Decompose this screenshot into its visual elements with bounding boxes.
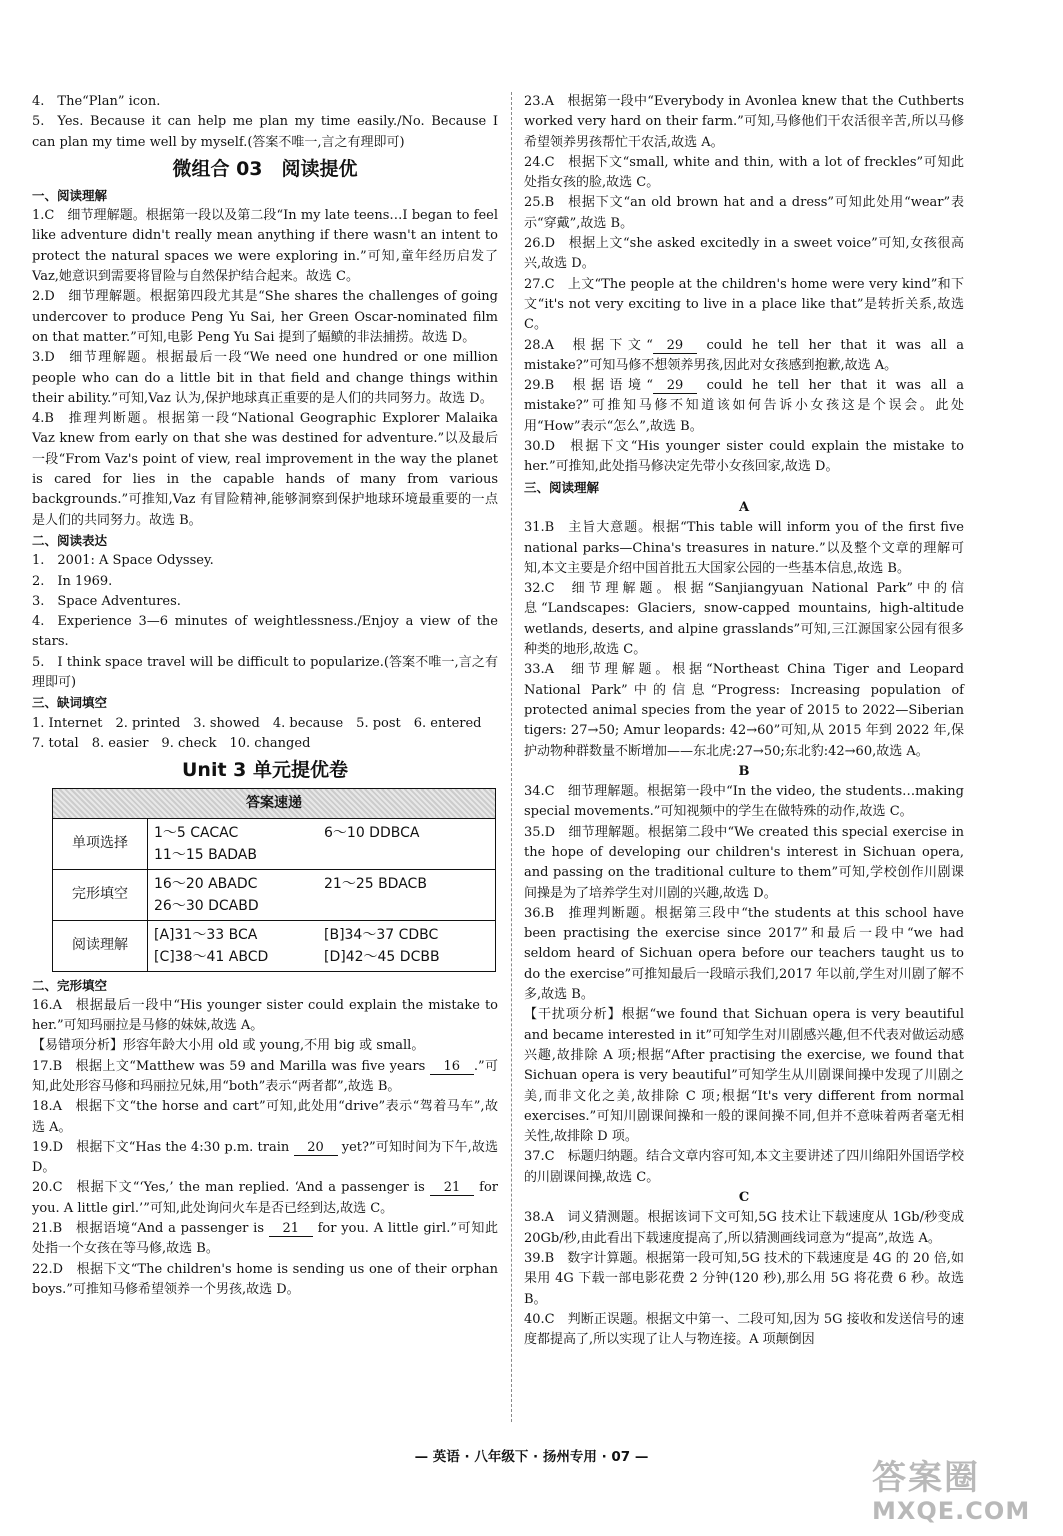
answer-item: [524, 518, 964, 579]
heading-fill: 三、缺词填空: [32, 695, 108, 711]
answer-number: 2.D: [32, 289, 55, 305]
answer-text: 根据下文“‘Yes,’ the man replied. ‘And a passenger is 21 for you. A little girl.’”可知,此处询问火车是否已经到达,故选 C。: [32, 1180, 498, 1216]
answer-item: [524, 904, 964, 1005]
answer-number: 25.B: [524, 195, 555, 211]
answer-item: [32, 287, 498, 348]
passage-label-a: A: [738, 499, 750, 515]
answer-item: [32, 1260, 498, 1301]
answer-item: [524, 336, 964, 377]
answer-item: [32, 92, 498, 112]
answer-text: 根据上文“Matthew was 59 and Marilla was five years 16 .”可知,此处形容马修和玛丽拉兄妹,用“both”表示“两者都”,故选 B。: [32, 1058, 498, 1094]
right-column: [524, 92, 964, 1350]
answer-item: [524, 234, 964, 275]
fill-line-2: 7. total 8. easier 9. check 10. changed: [32, 735, 311, 751]
table-cell: 11～15 BADAB: [154, 846, 257, 863]
answer-item: [524, 1005, 964, 1147]
answer-item: [32, 1138, 498, 1179]
answer-text: Experience 3—6 minutes of weightlessness./Enjoy a view of the stars.: [32, 614, 498, 650]
answer-item: [32, 612, 498, 653]
answer-text: In 1969.: [57, 573, 113, 589]
answer-text: 根据下文“the horse and cart”可知,此处用“drive”表示“驾着马车”,故选 A。: [32, 1099, 498, 1135]
answer-text: 根据下文“The children's home is sending us one of their orphan boys.”可推知马修希望领养一个男孩,故选 D。: [32, 1261, 498, 1297]
answer-number: 23.A: [524, 94, 555, 109]
answer-number: 27.C: [524, 276, 555, 292]
answer-number: 5.: [32, 114, 45, 130]
answer-number: 21.B: [32, 1221, 63, 1237]
section-title-2: Unit 3 单元提优卷: [182, 759, 348, 782]
table-cell: 21～25 BDACB: [324, 875, 427, 892]
answer-number: 19.D: [32, 1139, 64, 1155]
table-cell: [D]42～45 DCBB: [324, 948, 440, 965]
cloze-answers-left: [32, 996, 498, 1300]
reading-a-answers: [524, 518, 964, 762]
answer-item: [32, 653, 498, 694]
answer-table: [52, 788, 496, 971]
answer-number: 16.A: [32, 997, 63, 1013]
answer-number: 17.B: [32, 1058, 63, 1074]
table-row: [53, 920, 496, 971]
table-cell: [324, 896, 489, 916]
answer-number: 40.C: [524, 1311, 555, 1327]
table-cell: 26～30 DCABD: [154, 897, 259, 914]
watermark-url: MXQE.COM: [872, 1497, 1031, 1525]
answer-number: 18.A: [32, 1099, 63, 1115]
page-footer: — 英语 · 八年级下 · 扬州专用 · 07 —: [414, 1449, 649, 1465]
answer-text: 根据下文“ 29 could he tell her that it was all a mistake?”可知马修不想领养男孩,因此对女孩感到抱歉,故选 A。: [524, 337, 964, 373]
answer-text: The“Plan” icon.: [57, 94, 161, 109]
answer-number: 32.C: [524, 581, 555, 597]
answer-number: 1.C: [32, 208, 55, 224]
answer-number: 30.D: [524, 439, 556, 455]
answer-item: [32, 592, 498, 612]
row-label: 阅读理解: [53, 920, 148, 971]
answer-item: [32, 1036, 498, 1056]
answer-item: [524, 153, 964, 194]
row-label: 完形填空: [53, 869, 148, 920]
answer-number: 29.B: [524, 378, 555, 394]
answer-text: 推理判断题。根据第三段中“the students at this school have been practising the exercise since 2017”和最后一段中“we had seldom heard of Sichuan opera before our teachers taught us to do the exercise”可推知最后一段暗示我们,2017 年以前,学生对川剧了解不多,故选 B。: [524, 905, 964, 1003]
table-cell: [C]38～41 ABCD: [154, 948, 269, 965]
answer-item: [32, 1219, 498, 1260]
column-divider: [511, 92, 512, 1422]
answer-number: 37.C: [524, 1149, 555, 1165]
fill-line-1: 1. Internet 2. printed 3. showed 4. because 5. post 6. entered: [32, 715, 482, 731]
answer-text: 根据语境“ 29 could he tell her that it was all a mistake?”可推知马修不知道该如何告诉小女孩这是个误会。此处用“How”表示“怎么”,故选 B。: [524, 378, 964, 434]
heading-reading: 一、阅读理解: [32, 187, 108, 203]
answer-text: 推理判断题。根据第一段“National Geographic Explorer Malaika Vaz knew from early on that she was destined for adventure.”以及最后一段“From Vaz's point of view, real improvement in the way the planet is cared for lies in the capable hands of many from various backgrounds.”可推知,Vaz 有冒险精神,能够洞察到保护地球环境最重要的一点是人们的共同努力。故选 B。: [32, 411, 498, 528]
answer-item: [32, 1057, 498, 1098]
table-cell: [324, 845, 489, 865]
answer-item: [32, 996, 498, 1037]
answer-item: [32, 551, 498, 571]
answer-text: 根据上文“she asked excitedly in a sweet voice”可知,女孩很高兴,故选 D。: [524, 236, 964, 272]
answer-number: 24.C: [524, 154, 555, 170]
answer-item: [524, 1310, 964, 1351]
answer-number: 20.C: [32, 1180, 63, 1196]
answer-table-head: 答案速递: [53, 789, 496, 818]
answer-number: 39.B: [524, 1250, 555, 1266]
answer-text: 根据下文“small, white and thin, with a lot of freckles”可知此处指女孩的脸,故选 C。: [524, 154, 964, 191]
answer-number: 34.C: [524, 784, 555, 800]
answer-text: 判断正误题。根据文中第一、二段可知,因为 5G 接收和发送信号的速度都提高了,所以实现了让人与物连接。A 项颠倒因: [524, 1311, 964, 1348]
answer-text: 根据下文“His younger sister could explain the mistake to her.”可推知,此处指马修决定先带小女孩回家,故选 D。: [524, 439, 964, 475]
answer-item: [524, 193, 964, 234]
answer-item: [32, 348, 498, 409]
answer-number: 22.D: [32, 1261, 64, 1277]
answer-text: I think space travel will be difficult to popularize.(答案不唯一,言之有理即可): [32, 654, 498, 691]
answer-text: 主旨大意题。根据“This table will inform you of the first five national parks—China's treasures in nature.”以及整个文章的理解可知,本文主要是介绍中国首批五大国家公园的一些基本信息,故选 B。: [524, 520, 964, 576]
reading-b-answers: [524, 782, 964, 1188]
answer-text: 词义猜测题。根据该词下文可知,5G 技术让下载速度从 1Gb/秒变成 20Gb/秒,由此看出下载速度提高了,所以猜测画线词意为“提高”,故选 A。: [524, 1210, 964, 1246]
answer-number: 3.: [32, 593, 45, 609]
answer-text: 根据第一段中“Everybody in Avonlea knew that the Cuthberts worked very hard on their farm.”可知,马修他们干农活很辛苦,所以马修希望领养男孩帮忙干农活,故选 A。: [524, 94, 964, 150]
table-cell: [B]34～37 CDBC: [324, 926, 439, 943]
answer-text: 细节理解题。根据第二段中“We created this special exercise in the hope of developing our children's interest in Sichuan opera, and passing on the traditional culture to them”可知,学校创作川剧课间操是为了培养学生对川剧的兴趣,故选 D。: [524, 824, 964, 901]
answer-text: 2001: A Space Odyssey.: [57, 553, 214, 569]
answer-number: 36.B: [524, 905, 555, 921]
answer-number: 35.D: [524, 824, 556, 840]
answer-text: 上文“The people at the children's home were very kind”和下文“it's not very exciting to live in a place like that”是转折关系,故选 C。: [524, 276, 964, 333]
answer-item: [32, 409, 498, 531]
table-row: [53, 869, 496, 920]
table-cell: [A]31～33 BCA: [154, 926, 258, 943]
answer-item: [524, 1208, 964, 1249]
answer-item: [32, 112, 498, 153]
answer-blank: 29: [653, 378, 697, 394]
answer-number: 26.D: [524, 236, 556, 252]
answer-blank: 16: [430, 1059, 474, 1075]
answer-text: Space Adventures.: [57, 593, 181, 609]
answer-item: [524, 1249, 964, 1310]
passage-label-c: C: [738, 1190, 750, 1206]
answer-text: 标题归纳题。结合文章内容可知,本文主要讲述了四川绵阳外国语学校的川剧课间操,故选 C。: [524, 1149, 964, 1185]
answer-item: [524, 782, 964, 823]
answer-text: 细节理解题。根据第一段以及第二段“In my late teens…I began to feel like adventure didn't really mean anything if there wasn't an intent to protect the natural spaces we were exploring in.”可知,童年经历启发了 Vaz,她意识到需要将冒险与自然保护结合起来。故选 C。: [32, 208, 498, 285]
table-cell: 16～20 ABADC: [154, 875, 258, 892]
answer-blank: 20: [294, 1140, 338, 1156]
watermark-text: 答案圈: [872, 1458, 980, 1498]
answer-blank: 21: [430, 1180, 474, 1196]
answer-number: 4.B: [32, 411, 54, 427]
reading-c-answers: [524, 1208, 964, 1350]
answer-number: 31.B: [524, 520, 555, 536]
heading-cloze: 二、完形填空: [32, 977, 108, 993]
section-title-1: 微组合 03 阅读提优: [172, 157, 358, 180]
table-cell: 6～10 DDBCA: [324, 824, 420, 841]
left-column: [32, 92, 498, 1300]
answer-number: 2.: [32, 573, 45, 589]
table-cell: 1～5 CACAC: [154, 824, 239, 841]
answer-item: [524, 823, 964, 904]
answer-number: 5.: [32, 654, 45, 670]
answer-text: 数字计算题。根据第一段可知,5G 技术的下载速度是 4G 的 20 倍,如果用 4G 下载一部电影花费 2 分钟(120 秒),那么用 5G 将花费 6 秒。故选 B。: [524, 1250, 964, 1307]
expression-answers: [32, 551, 498, 693]
answer-item: [524, 376, 964, 437]
heading-expression: 二、阅读表达: [32, 532, 108, 548]
answer-number: 38.A: [524, 1210, 555, 1226]
answer-item: [524, 437, 964, 478]
answer-text: 细节理解题。根据第一段中“In the video, the students…making special movements.”可知视频中的学生在做特殊的动作,故选 C。: [524, 784, 964, 820]
answer-item: [524, 275, 964, 336]
answer-item: [32, 572, 498, 592]
heading-reading-3: 三、阅读理解: [524, 479, 600, 495]
answer-number: 33.A: [524, 662, 555, 678]
table-row: [53, 818, 496, 869]
answer-text: 【干扰项分析】根据“we found that Sichuan opera is very beautiful and became interested in it”可知学生对川剧感兴趣,但不代表对做运动感兴趣,故排除 A 项;根据“After practising the exercise, we found that Sichuan opera is very beautiful”可知学生从川剧课间操中发现了川剧之美,而非文化之美,故排除 C 项;根据“It's very different from normal exercises.”可知川剧课间操和一般的课间操不同,但并不意味着两者毫无相关性,故排除 D 项。: [524, 1007, 964, 1145]
reading-answers: [32, 206, 498, 531]
answer-number: 1.: [32, 553, 45, 569]
answer-item: [524, 92, 964, 153]
answer-text: 细节理解题。根据“Northeast China Tiger and Leopard National Park”中的信息“Progress: Increasing population of protected animal species from the year of 2015 to 2022—Siberian tigers: 27→50; Amur leopards: 42→60”可知,从 2015 年到 2022 年,保护动物种群数量不断增加——东北虎:27→50;东北豹:42→60,故选 A。: [524, 662, 964, 759]
answer-blank: 29: [653, 338, 697, 354]
watermark-logo: [872, 1458, 1050, 1528]
answer-item: [32, 1097, 498, 1138]
row-label: 单项选择: [53, 818, 148, 869]
answer-item: [32, 206, 498, 287]
answer-text: 细节理解题。根据最后一段“We need one hundred or one million people who can do a little bit in that field and change things within their ability.”可知,Vaz 认为,保护地球真正重要的是人们的共同努力。故选 D。: [32, 350, 498, 406]
answer-number: 28.A: [524, 337, 555, 353]
answer-number: 4.: [32, 94, 45, 109]
answer-text: 根据最后一段中“His younger sister could explain the mistake to her.”可知玛丽拉是马修的妹妹,故选 A。: [32, 997, 498, 1034]
answer-text: 【易错项分析】形容年龄大小用 old 或 young,不用 big 或 small。: [32, 1038, 425, 1054]
answer-text: 细节理解题。根据第四段尤其是“She shares the challenges of going undercover to produce Peng Yu Sai, her Green Oscar-nominated film on that matter.”可知,电影 Peng Yu Sai 提到了蝠鲼的非法捕捞。故选 D。: [32, 289, 498, 345]
passage-label-b: B: [738, 763, 750, 779]
cloze-answers-right: [524, 92, 964, 478]
answer-number: 4.: [32, 614, 45, 630]
answer-blank: 21: [269, 1221, 313, 1237]
previous-answers: [32, 92, 498, 153]
answer-item: [524, 579, 964, 660]
answer-item: [524, 1147, 964, 1188]
answer-text: 根据下文“an old brown hat and a dress”可知此处用“wear”表示“穿戴”,故选 B。: [524, 195, 964, 231]
answer-item: [32, 1178, 498, 1219]
answer-text: 根据下文“Has the 4:30 p.m. train 20 yet?”可知时间为下午,故选 D。: [32, 1139, 498, 1176]
answer-text: 根据语境“And a passenger is 21 for you. A little girl.”可知此处指一个女孩在等马修,故选 B。: [32, 1221, 498, 1257]
answer-text: 细节理解题。根据“Sanjiangyuan National Park”中的信息“Landscapes: Glaciers, snow-capped mountains, high-altitude wetlands, deserts, and alpine grasslands”可知,三江源国家公园有很多种类的地形,故选 C。: [524, 581, 964, 658]
answer-item: [524, 660, 964, 761]
answer-text: Yes. Because it can help me plan my time easily./No. Because I can plan my time well by myself.(答案不唯一,言之有理即可): [32, 114, 498, 150]
answer-number: 3.D: [32, 350, 55, 366]
